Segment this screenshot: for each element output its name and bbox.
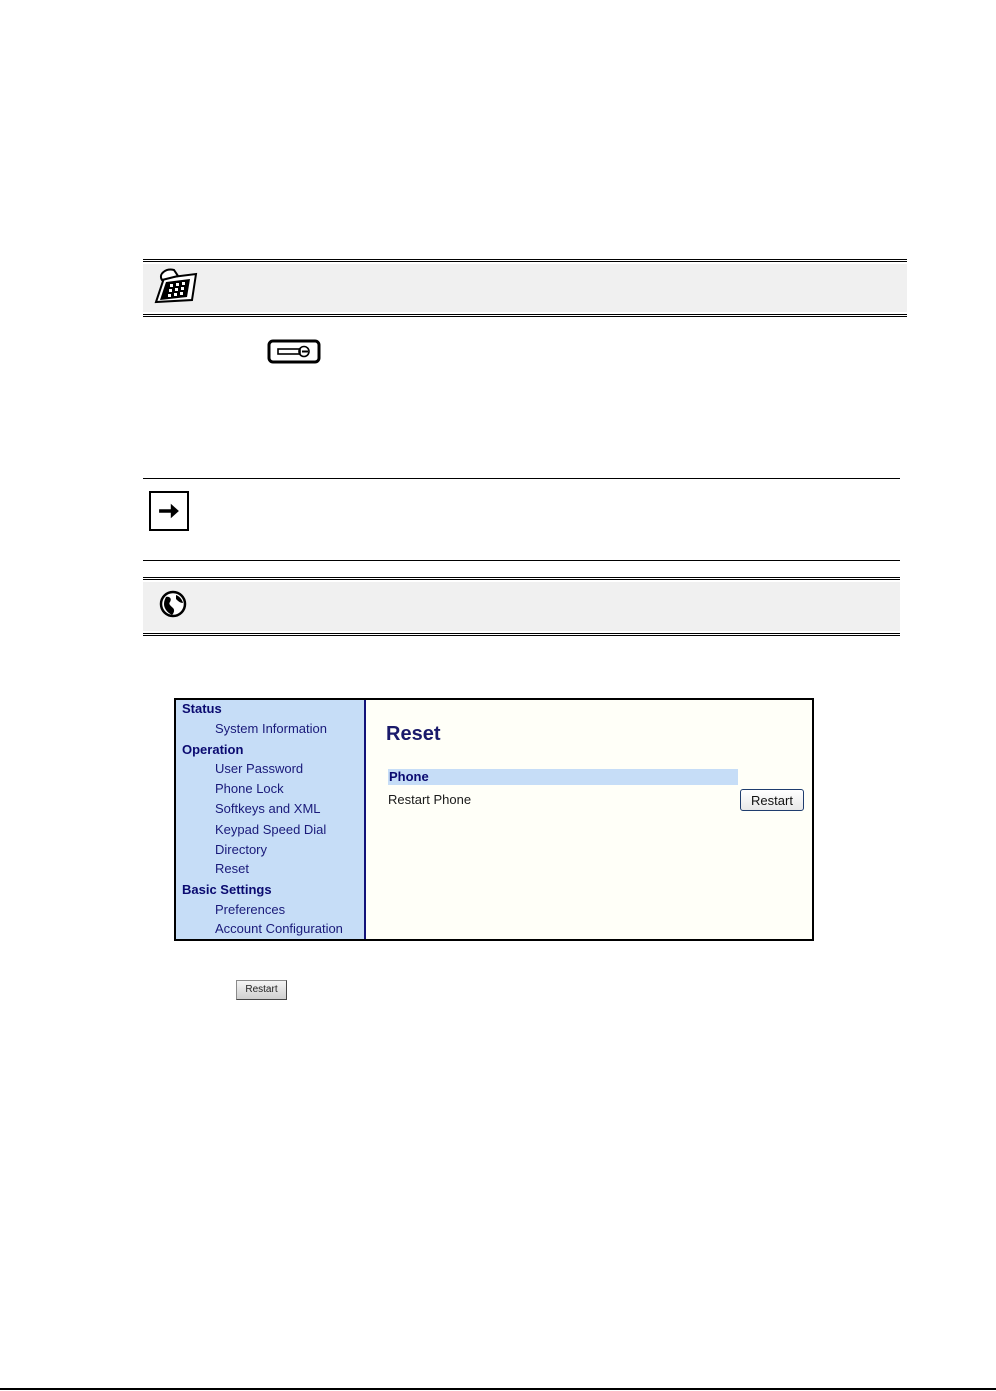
phone-ui-banner (143, 259, 907, 317)
arrow-right-icon (149, 491, 189, 531)
nav-header-status: Status (182, 701, 222, 716)
options-key-icon (267, 339, 321, 364)
globe-icon (158, 589, 188, 619)
page-bottom-rule (0, 1388, 996, 1390)
note-box (143, 478, 900, 561)
nav-header-basic-settings: Basic Settings (182, 882, 272, 897)
section-header-phone: Phone (388, 769, 738, 785)
nav-item-account-configuration[interactable]: Account Configuration (215, 921, 343, 936)
restart-button-image: Restart (236, 980, 287, 1000)
nav-item-user-password[interactable]: User Password (215, 761, 304, 776)
nav-item-preferences[interactable]: Preferences (215, 902, 286, 917)
nav-header-operation: Operation (182, 742, 244, 757)
nav-item-reset[interactable]: Reset (215, 861, 249, 876)
sidebar-nav (176, 700, 366, 939)
nav-item-directory[interactable]: Directory (215, 842, 268, 857)
nav-item-keypad-speed-dial[interactable]: Keypad Speed Dial (215, 822, 327, 837)
phone-icon (152, 266, 200, 306)
web-ui-screenshot (174, 698, 814, 941)
nav-item-phone-lock[interactable]: Phone Lock (215, 781, 284, 796)
page-title: Reset (386, 723, 441, 745)
restart-button[interactable]: Restart (740, 789, 804, 811)
web-ui-banner (143, 577, 900, 636)
nav-item-softkeys-xml[interactable]: Softkeys and XML (215, 801, 321, 816)
restart-phone-label: Restart Phone (388, 792, 472, 807)
nav-item-system-information[interactable]: System Information (215, 721, 327, 736)
